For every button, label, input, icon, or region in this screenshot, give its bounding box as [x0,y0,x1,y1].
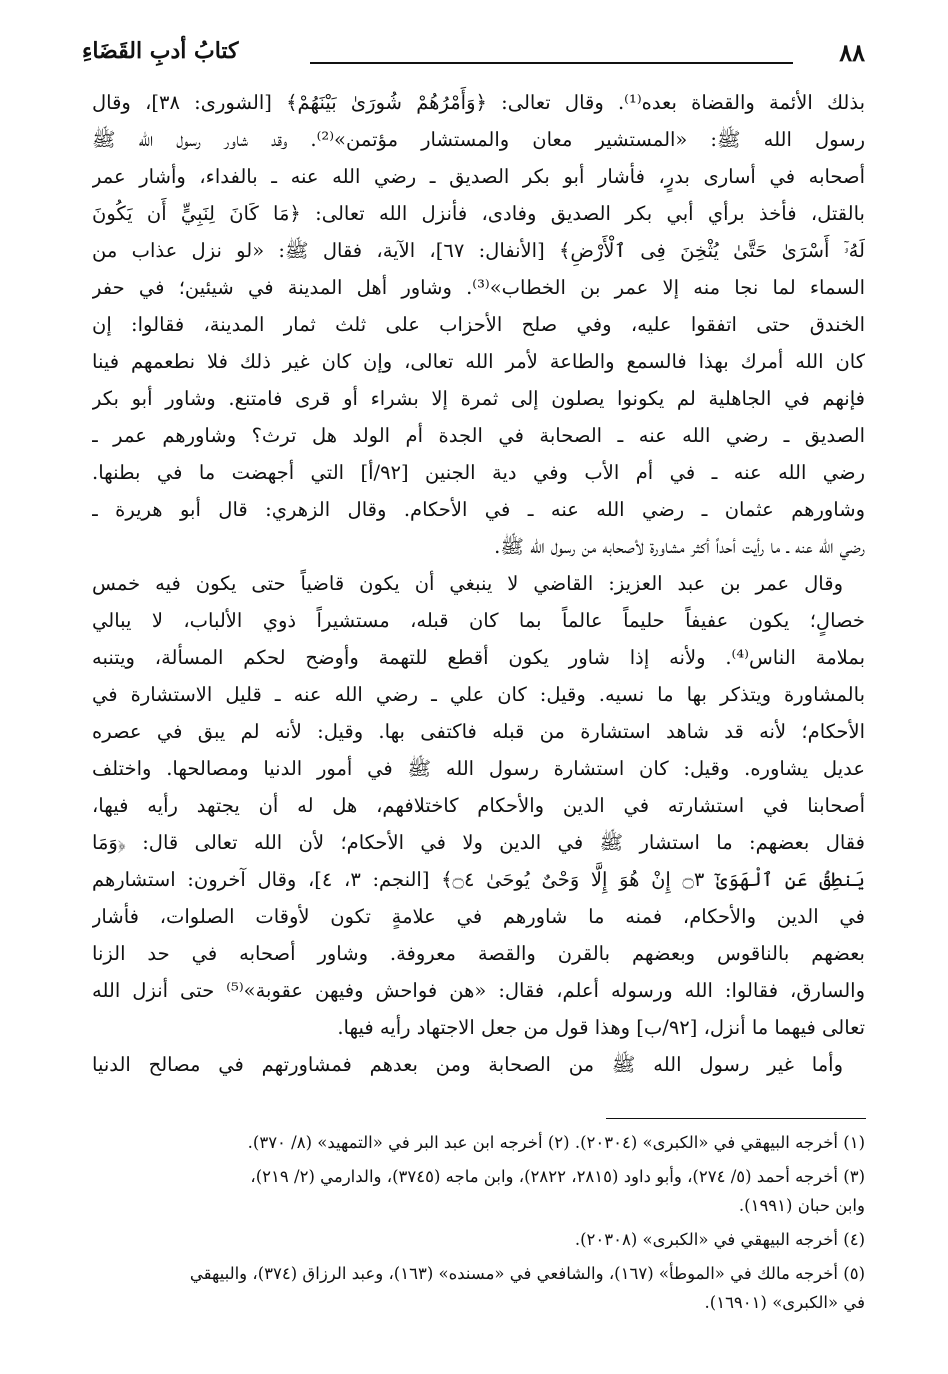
main-text [92,84,865,1083]
text-line: رضي الله عنه ـ في أم الأب وفي دية الجنين [٩٢/أ] التي أجهضت ما في بطنها. [92,461,865,484]
text-line: في الدين والأحكام، فمنه ما شاورهم في علامةٍ تكون لأوقات الصلوات، فأشار [92,905,865,928]
text-line: بملامة الناس⁽⁴⁾. ولأنه إذا شاور يكون أقطع للتهمة وأوضح لحكم المسألة، ويتنبه [92,646,865,669]
text-line: عديل يشاوره. وقيل: كان استشارة رسول الله ﷺ في أمور الدنيا ومصالحها. واختلف [92,757,865,780]
footnote: (٣) أخرجه أحمد (٥/ ٢٧٤)، وأبو داود (٢٨١٥، ٢٨٢٢)، وابن ماجه (٣٧٤٥)، والدارمي (٢/ ٢١٩)، [250,1167,865,1186]
text-line: أصحابنا في استشارته في الدين والأحكام كاختلافهم، هل له أن يجتهد رأيه فيها، [92,794,865,817]
footnote: (١) أخرجه البيهقي في «الكبرى» (٢٠٣٠٤). (٢) أخرجه ابن عبد البر في «التمهيد» (٨/ ٣٧٠). [247,1133,865,1152]
page-header [82,34,865,74]
text-line: بذلك الأئمة والقضاة بعده⁽¹⁾. وقال تعالى: ﴿وَأَمْرُهُمْ شُورَىٰ بَيْنَهُمْ﴾ [الشورى: ٣٨]، وقال [92,91,865,114]
footnote: (٤) أخرجه البيهقي في «الكبرى» (٢٠٣٠٨). [574,1230,865,1249]
text-line: بعضهم بالناقوس وبعضهم بالقرن والقصة معروفة. وشاور أصحابه في حد الزنا [92,942,865,965]
footnote-rule [606,1118,866,1119]
text-line: الأحكام؛ لأنه قد شاهد استشارة من قبله فاكتفى بها. وقيل: لأنه لم يبق في عصره [92,720,865,743]
footnotes [92,1128,865,1317]
text-line: بالمشاورة ويتذكر بها ما نسيه. وقيل: كان علي ـ رضي الله عنه ـ قليل الاستشارة في [92,683,865,706]
running-title: كتابُ أدبِ القَضَاءِ [82,38,239,64]
footnote: في «الكبرى» (١٦٩٠١). [704,1293,865,1312]
text-line: تعالى فيهما ما أنزل، [٩٢/ب] وهذا قول من جعل الاجتهاد رأيه فيها. [337,1016,865,1039]
footnote: (٥) أخرجه مالك في «الموطأ» (١٦٧)، والشافعي في «مسنده» (١٦٣)، وعبد الرزاق (٣٧٤)، والبيهقي [189,1264,865,1283]
text-line: فإنهم في الجاهلية لم يكونوا يصلون إلى ثمرة إلا بشراء أو قرى فامتنع. وشاور أبو بكر [92,387,865,410]
text-line: فقال بعضهم: ما استشار ﷺ في الدين ولا في الأحكام؛ لأن الله تعالى قال: ﴿وَمَا [92,831,865,854]
footnote: وابن حبان (١٩٩١). [738,1196,865,1215]
text-line: بالقتل، فأخذ برأي أبي بكر الصديق وفادى، فأنزل الله تعالى: ﴿مَا كَانَ لِنَبِيٍّ أَن يَكُونَ [92,202,865,225]
text-line: كان الله أمرك بهذا فالسمع والطاعة لأمر الله تعالى، وإن كان غير ذلك فلا نطعمهم فينا [92,350,865,373]
text-line: الصديق ـ رضي الله عنه ـ الصحابة في الجدة أم الولد هل ترث؟ وشاورهم عمر ـ [92,424,865,447]
header-rule [310,62,793,64]
text-line: والسارق، فقالوا: الله ورسوله أعلم، فقال: «هن فواحش وفيهن عقوبة»⁽⁵⁾ حتى أنزل الله [92,979,865,1002]
text-line: لَهُۥٓ أَسْرَىٰ حَتَّىٰ يُثْخِنَ فِى ٱلْأَرْضِ﴾ [الأنفال: ٦٧]، الآية، فقال ﷺ: «لو نزل عذاب من [92,239,865,262]
text-line: يَنطِقُ عَنِ ٱلْهَوَىٰٓ ۝٣ إِنْ هُوَ إِلَّا وَحْىٌ يُوحَىٰ ۝٤﴾ [النجم: ٣، ٤]، وقال آخرون: استشارهم [92,868,865,891]
text-line: وقال عمر بن عبد العزيز: القاضي لا ينبغي أن يكون قاضياً حتى يكون فيه خمس [92,572,843,595]
text-line: الخندق حتى اتفقوا عليه، وفي صلح الأحزاب على ثلث ثمار المدينة، فقالوا: إن [92,313,865,336]
text-line: وأما غير رسول الله ﷺ من الصحابة ومن بعدهم فمشاورتهم في مصالح الدنيا [92,1053,843,1076]
text-line: رضي الله عنه ـ ما رأيت أحداً أكثر مشاورة لأصحابه من رسول الله ﷺ. [494,535,865,558]
text-line: وشاورهم عثمان ـ رضي الله عنه ـ في الأحكام. وقال الزهري: قال أبو هريرة ـ [92,498,865,521]
page-number: ٨٨ [839,38,865,67]
text-line: خصالٍ؛ يكون عفيفاً حليماً عالماً بما كان قبله، مستشيراً ذوي الألباب، لا يبالي [92,609,865,632]
text-line: أصحابه في أسارى بدرٍ، فأشار أبو بكر الصديق ـ رضي الله عنه ـ بالفداء، وأشار عمر [92,165,865,188]
text-line: السماء لما نجا منه إلا عمر بن الخطاب»⁽³⁾. وشاور أهل المدينة في شيئين؛ في حفر [92,276,865,299]
text-line: رسول الله ﷺ: «المستشير معان والمستشار مؤتمن»⁽²⁾. وقد شاور رسول الله ﷺ [92,128,865,151]
